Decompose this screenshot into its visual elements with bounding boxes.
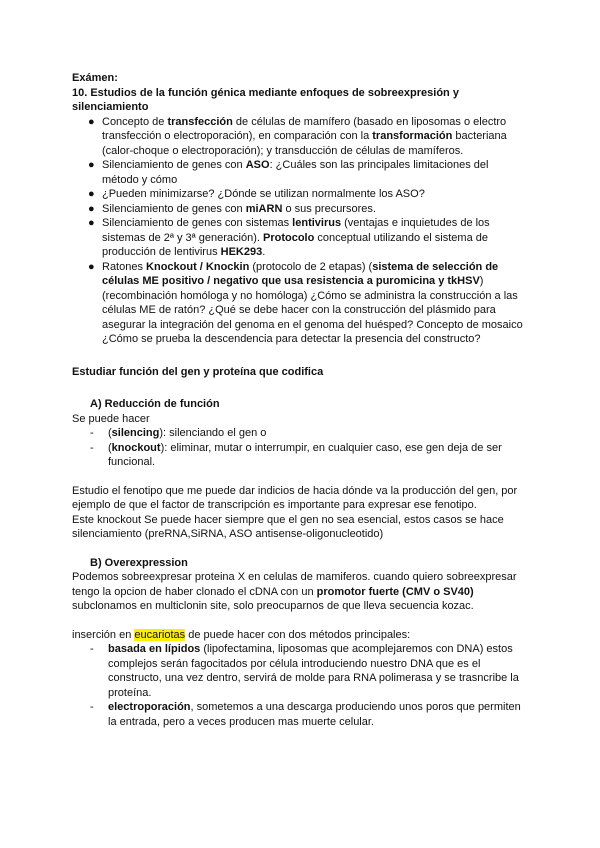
list-item: - (silencing): silenciando el gen o bbox=[90, 427, 267, 439]
section-a-paragraph: Estudio el fenotipo que me puede dar indicios de hacia dónde va la producción del gen, por ejemplo de que el factor de transcripción es importante para expresar ese fenotipo. bbox=[72, 484, 518, 511]
dash-marker: - bbox=[90, 643, 94, 655]
topic-item: ● Silenciamiento de genes con sistemas lentivirus (ventajas e inquietudes de los sistemas de 2ª y 3ª generación). Protocolo conceptual utilizando el sistema de producción de lentivirus HEK293. bbox=[88, 217, 490, 258]
document-page bbox=[72, 71, 528, 729]
highlighted-word: eucariotas bbox=[134, 628, 186, 641]
section-a-paragraph: Este knockout Se puede hacer siempre que el gen no sea esencial, estos casos se hace silenciamiento (preRNA,SiRNA, ASO antisense-oligonucleotido) bbox=[72, 513, 504, 540]
section-a-heading: A) Reducción de función bbox=[90, 398, 220, 410]
bullet-icon: ● bbox=[88, 260, 95, 273]
section-a-list bbox=[72, 426, 528, 470]
section-b-heading: B) Overexpression bbox=[90, 556, 188, 569]
list-item: - basada en lípidos (lipofectamina, liposomas que acomplejaremos con DNA) estos complejos serán fagocitados por célula introduciendo nuestro DNA que es el constructo, una vez dentro, servirá de molde para RNA polimerasa y se trasncribe la proteína. bbox=[90, 643, 519, 699]
bullet-icon: ● bbox=[88, 159, 95, 171]
topic-item: ● ¿Pueden minimizarse? ¿Dónde se utilizan normalmente los ASO? bbox=[88, 188, 425, 200]
topic-list bbox=[72, 115, 528, 347]
bullet-icon: ● bbox=[88, 217, 95, 229]
bullet-icon: ● bbox=[88, 202, 95, 215]
dash-marker: - bbox=[90, 441, 94, 454]
dash-marker: - bbox=[90, 427, 94, 439]
list-item: - (knockout): eliminar, mutar o interrumpir, en cualquier caso, ese gen deja de ser funcional. bbox=[90, 441, 502, 468]
bullet-icon: ● bbox=[88, 188, 95, 200]
topic-item: ● Ratones Knockout / Knockin (protocolo de 2 etapas) (sistema de selección de células ME positivo / negativo que usa resistencia a puromicina y tkHSV) (recombinación homóloga y no homóloga) ¿Cómo se administra la construcción a las células ME de ratón? ¿Qué se debe hacer con la construcción del plásmido para asegurar la integración del genoma en el genoma del huésped? Concepto de mosaico ¿Cómo se prueba la descendencia para detectar la presencia del constructo? bbox=[88, 260, 523, 345]
topic-item: ● Silenciamiento de genes con ASO: ¿Cuáles son las principales limitaciones del método y cómo bbox=[88, 159, 489, 186]
section-b-paragraph: Podemos sobreexpresar proteina X en celulas de mamiferos. cuando quiero sobreexpresar tengo la opcion de haber clonado el cDNA con un promotor fuerte (CMV o SV40) subclonamos en multiclonin site, solo preocuparnos de que lleva secuencia kozac. bbox=[72, 571, 517, 612]
study-heading: Estudiar función del gen y proteína que codifica bbox=[72, 365, 324, 378]
dash-marker: - bbox=[90, 701, 94, 713]
list-item: - electroporación, sometemos a una descarga produciendo unos poros que permiten la entrada, pero a veces producen mas muerte celular. bbox=[90, 701, 521, 728]
topic-heading: 10. Estudios de la función génica mediante enfoques de sobreexpresión y silenciamiento bbox=[72, 86, 459, 113]
bullet-icon: ● bbox=[88, 115, 95, 128]
section-a-intro: Se puede hacer bbox=[72, 412, 150, 425]
topic-item: ● Silenciamiento de genes con miARN o sus precursores. bbox=[88, 202, 376, 215]
topic-item: ● Concepto de transfección de células de mamífero (basado en liposomas o electro transfección o electroporación), en comparación con la transformación bacteriana (calor-choque o electroporación); y transducción de células de mamíferos. bbox=[88, 115, 507, 157]
methods-list bbox=[72, 642, 528, 729]
exam-title: Exámen: bbox=[72, 72, 118, 84]
insertion-intro: inserción en eucariotas de puede hacer con dos métodos principales: bbox=[72, 628, 411, 641]
